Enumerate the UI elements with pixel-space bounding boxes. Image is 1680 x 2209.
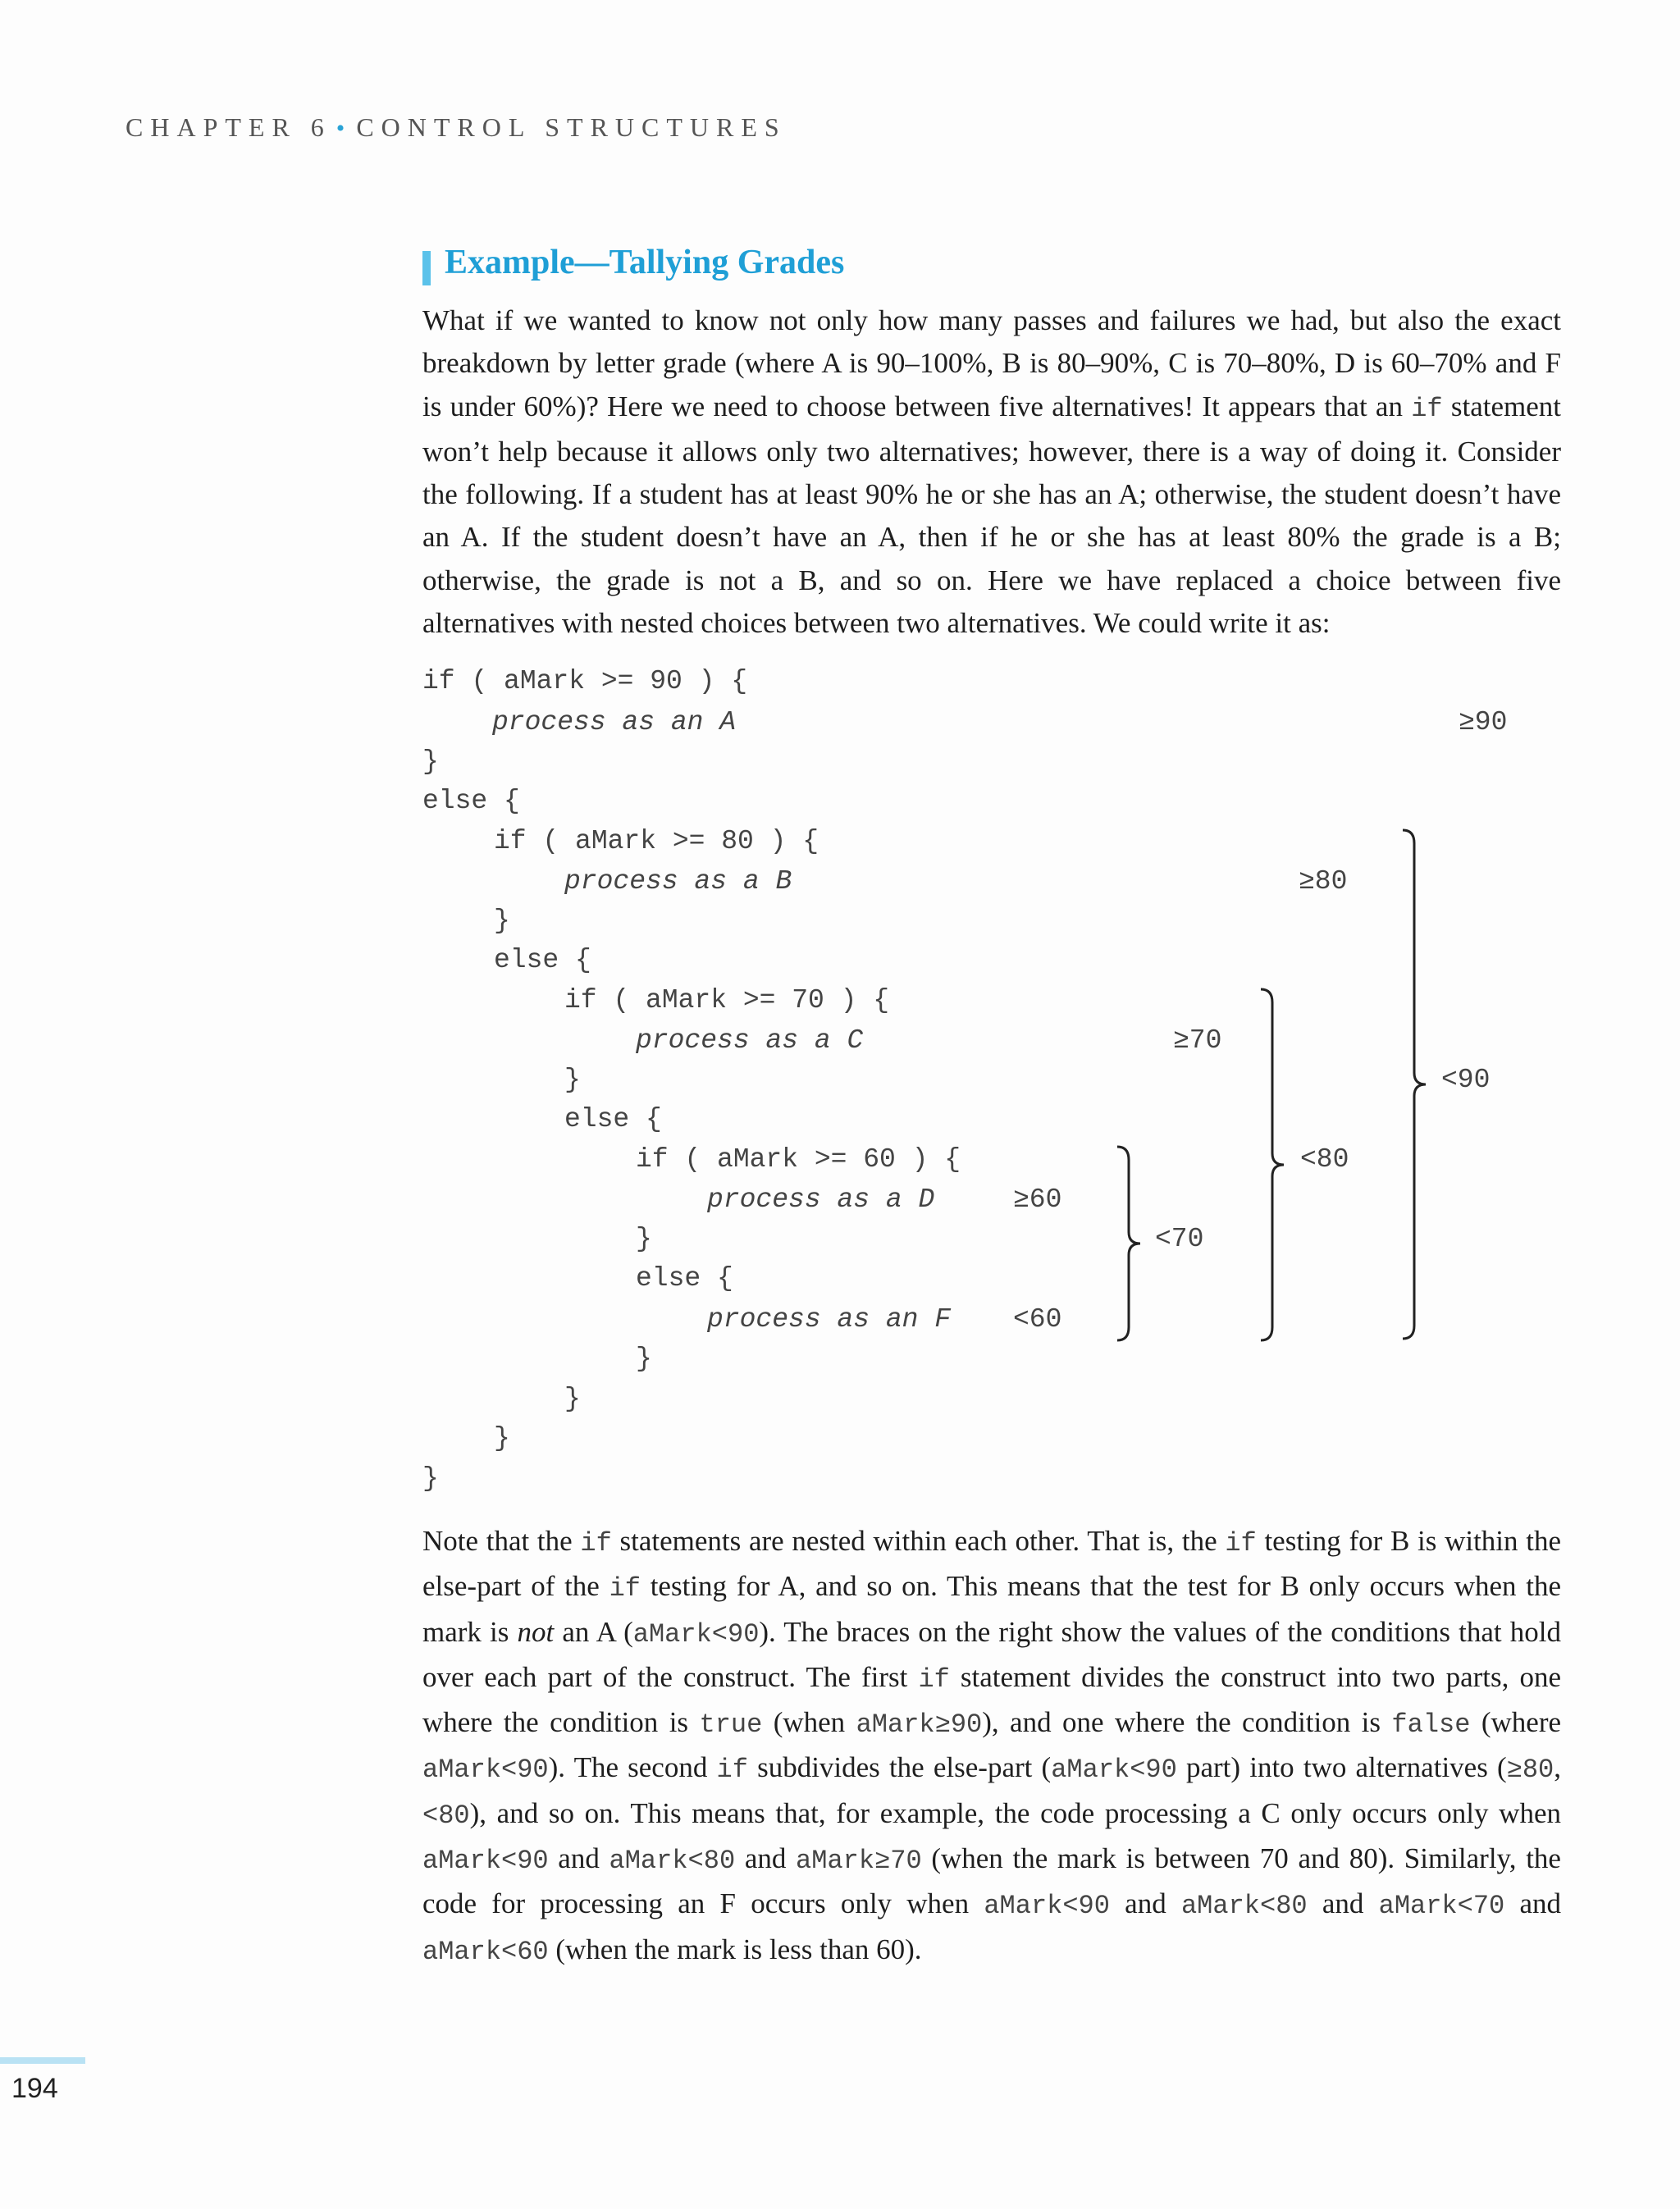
inline-code: aMark<80 — [1180, 1891, 1308, 1922]
inline-code: if — [580, 1528, 612, 1559]
text-run: ), and so on. This means that, for example, the code processing a C only occurs only when — [469, 1796, 1561, 1829]
text-run: testing for B is within the else-part of the — [422, 1525, 1561, 1603]
inline-code: if — [609, 1573, 641, 1604]
inline-code: if — [1411, 393, 1443, 424]
code-line: else { — [422, 786, 520, 816]
code-line: process as an F — [707, 1304, 952, 1335]
text-run: and — [548, 1842, 609, 1875]
code-line: if ( aMark >= 80 ) { — [494, 826, 819, 856]
inline-code: aMark<90 — [984, 1891, 1110, 1922]
brace-lt80 — [1261, 989, 1284, 1340]
code-line: } — [564, 1065, 581, 1095]
inline-code: aMark≥70 — [796, 1846, 922, 1877]
inline-code: aMark<80 — [609, 1846, 736, 1877]
text-run: (when the mark is less than 60). — [548, 1933, 922, 1965]
text-run: and — [1504, 1887, 1562, 1920]
chapter-label: CHAPTER 6 — [126, 112, 331, 142]
inline-code: false — [1391, 1709, 1471, 1741]
code-line: process as a B — [564, 866, 792, 897]
page-number: 194 — [11, 2073, 58, 2104]
explanation-paragraph — [422, 1520, 1561, 1974]
inline-code: aMark<90 — [422, 1846, 549, 1877]
code-line: if ( aMark >= 90 ) { — [422, 666, 748, 696]
code-line: else { — [564, 1104, 662, 1134]
code-line: process as an A — [492, 707, 737, 737]
code-line: if ( aMark >= 70 ) { — [564, 985, 890, 1016]
text-run: and — [1109, 1887, 1181, 1920]
text-run: Note that the — [422, 1525, 581, 1557]
code-line: process as a D — [707, 1184, 935, 1215]
code-line: } — [494, 906, 510, 936]
text-run: statements are nested within each other. That is, the — [611, 1525, 1226, 1557]
text-run: (where — [1470, 1706, 1562, 1739]
code-line: } — [422, 1463, 439, 1494]
inline-code: <80 — [422, 1800, 470, 1831]
annotation-lt70: <70 — [1155, 1224, 1204, 1254]
annotation-lt60: <60 — [1013, 1304, 1062, 1335]
annotation-ge80: ≥80 — [1299, 866, 1348, 897]
code-line: } — [636, 1224, 652, 1254]
code-line: } — [422, 746, 439, 777]
annotation-ge60: ≥60 — [1013, 1184, 1062, 1215]
code-line: } — [494, 1423, 510, 1454]
inline-code: aMark<90 — [1051, 1755, 1177, 1786]
text-run: (when — [762, 1706, 856, 1739]
text-run: (when the mark is between 70 and 80). Similarly, the code for processing an F occurs only when — [422, 1842, 1561, 1920]
text-run: and — [1307, 1887, 1379, 1920]
text-run: an A ( — [554, 1615, 633, 1648]
text-run: ), and one where the condition is — [982, 1706, 1392, 1739]
text-run: What if we wanted to know not only how many passes and failures we had, but also the exact breakdown by letter grade (where A is 90–100%, B is 80–90%, C is 70–80%, D is 60–70% and F is under 60%)? Here we need to choose between five alternatives! It appears that an — [422, 304, 1561, 422]
code-line: if ( aMark >= 60 ) { — [636, 1144, 961, 1175]
text-run: statement won’t help because it allows only two alternatives; however, there is a way of doing it. Consider the following. If a student has at least 90% he or she has an A; otherwise, the student doesn’t have an A. If the student doesn’t have an A, then if he or she has at least 80% the grade is a B; otherwise, the grade is not a B, and so on. Here we have replaced a choice between five alternatives with nested choices between two alternatives. We could write it as: — [422, 390, 1561, 640]
inline-code: aMark<60 — [422, 1936, 549, 1967]
annotation-lt80: <80 — [1300, 1144, 1349, 1175]
text-run: , — [1554, 1751, 1561, 1784]
text-run: subdivides the else-part ( — [747, 1751, 1052, 1784]
code-line: } — [564, 1384, 581, 1414]
section-heading: Example—Tallying Grades — [445, 244, 845, 281]
text-run: ). The braces on the right show the values of the conditions that hold over each part of the construct. The first — [422, 1615, 1562, 1693]
inline-code: if — [716, 1755, 748, 1786]
inline-code: if — [918, 1664, 950, 1695]
annotation-lt90: <90 — [1441, 1065, 1491, 1095]
chapter-title: CONTROL STRUCTURES — [356, 112, 787, 142]
text-run: ). The second — [548, 1751, 717, 1784]
header-separator: • — [336, 115, 345, 142]
code-line: process as a C — [636, 1025, 864, 1056]
code-line: else { — [636, 1263, 733, 1294]
text-run: and — [735, 1842, 797, 1875]
footer-accent-bar — [0, 2057, 85, 2064]
inline-code: true — [699, 1709, 763, 1741]
code-line: else { — [494, 945, 591, 975]
inline-code: if — [1225, 1528, 1257, 1559]
text-run: part) into two alternatives ( — [1176, 1751, 1507, 1784]
inline-code: ≥80 — [1506, 1755, 1554, 1786]
brace-lt70 — [1117, 1147, 1140, 1340]
text-run: testing for A, and so on. This means that the test for B only occurs when the mark is — [422, 1570, 1561, 1648]
inline-code: aMark<70 — [1378, 1891, 1505, 1922]
brace-lt90 — [1403, 830, 1426, 1339]
inline-code: aMark<90 — [632, 1618, 760, 1650]
text-run: statement divides the construct into two parts, one where the condition is — [422, 1660, 1561, 1739]
inline-code: aMark<90 — [422, 1755, 549, 1786]
code-line: } — [636, 1344, 652, 1374]
annotation-ge90: ≥90 — [1459, 707, 1508, 737]
text-run: not — [517, 1615, 555, 1648]
annotation-ge70: ≥70 — [1173, 1025, 1222, 1056]
inline-code: aMark≥90 — [856, 1709, 983, 1741]
